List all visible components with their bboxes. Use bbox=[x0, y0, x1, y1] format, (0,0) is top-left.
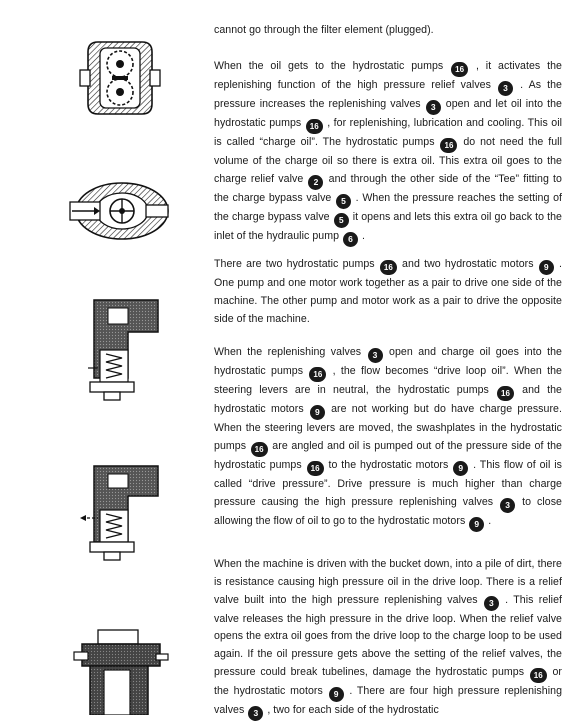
callout-hydraulic-pump-6: 6 bbox=[343, 232, 358, 247]
callout-charge-bypass-valve-5: 5 bbox=[336, 194, 351, 209]
callout-hydrostatic-pump-16: 16 bbox=[309, 367, 326, 382]
paragraph-text: and through the other side of the “Tee” fitting to the charge bypass valve bbox=[214, 172, 562, 204]
callout-charge-bypass-valve-5: 5 bbox=[334, 213, 349, 228]
callout-hydrostatic-motor-9: 9 bbox=[539, 260, 554, 275]
paragraph-text: are angled and oil is pumped out of the pressure side of the hydrostatic pumps bbox=[214, 439, 562, 471]
paragraph-2 bbox=[214, 256, 562, 328]
paragraph-text: When the replenishing valves bbox=[214, 346, 367, 358]
gear-pump-illustration bbox=[60, 38, 180, 118]
paragraph-text: . When the pressure reaches the setting of the charge bypass valve bbox=[214, 191, 563, 223]
paragraph-text: or the hydrostatic motors bbox=[214, 665, 562, 697]
paragraph-text: it opens and lets this extra oil go back to the inlet of the hydraulic pump bbox=[214, 210, 562, 242]
callout-hydrostatic-pump-16: 16 bbox=[380, 260, 397, 275]
callout-high-pressure-relief-valve-3: 3 bbox=[498, 81, 513, 96]
paragraph-text: cannot go through the filter element (plugged). bbox=[214, 24, 434, 36]
tee-fitting-illustration bbox=[60, 178, 180, 244]
paragraph-3 bbox=[214, 344, 562, 532]
paragraph-text: , it activates the replenishing function of the high pressure relief valves bbox=[214, 60, 563, 91]
paragraph-text: to the hydrostatic motors bbox=[324, 458, 453, 471]
paragraph-text: open and let oil into the hydrostatic pumps bbox=[214, 98, 563, 129]
callout-hydrostatic-pump-16: 16 bbox=[497, 386, 514, 401]
callout-hydrostatic-pump-16: 16 bbox=[306, 119, 323, 134]
paragraph-text: . This flow of oil is called “drive pressure”. Drive pressure is much higher than charge pressure causing the high pressure replenishing valves bbox=[214, 458, 562, 508]
paragraph-text: are not working but do have charge pressure. When the steering levers are moved, the swashplates in the hydrostatic pumps bbox=[214, 403, 562, 452]
paragraph-0 bbox=[214, 22, 562, 40]
paragraph-text: to close allowing the flow of oil to go to the hydrostatic motors bbox=[214, 495, 562, 527]
callout-hydrostatic-motor-9: 9 bbox=[310, 405, 325, 420]
callout-hydrostatic-pump-16: 16 bbox=[530, 668, 547, 683]
paragraph-text: When the machine is driven with the bucket down, into a pile of dirt, there is resistance causing high pressure oil in the drive loop. There is a relief valve built into the high pressure replenishing valves bbox=[214, 558, 562, 606]
paragraph-text: , for replenishing, lubrication and cooling. This oil is called “charge oil”. The hydrostatic pumps bbox=[214, 117, 562, 148]
paragraph-text: do not need the full volume of the charge oil so there is extra oil. This extra oil goes to the charge relief valve bbox=[214, 136, 562, 185]
paragraph-text: . bbox=[485, 514, 492, 527]
paragraph-text: . There are four high pressure replenishing valves bbox=[214, 684, 563, 716]
relief-valve-illustration bbox=[60, 626, 180, 715]
replenishing-valve-open-illustration bbox=[60, 464, 180, 564]
paragraph-text: and two hydrostatic motors bbox=[397, 258, 538, 270]
callout-replenishing-valve-3: 3 bbox=[368, 348, 383, 363]
callout-replenishing-valve-3: 3 bbox=[484, 596, 499, 611]
paragraph-4 bbox=[214, 556, 562, 721]
callout-replenishing-valve-3: 3 bbox=[248, 706, 263, 721]
callout-hydrostatic-pump-16: 16 bbox=[307, 461, 324, 476]
paragraph-text: . bbox=[359, 229, 366, 242]
paragraph-text: . One pump and one motor work together as a pair to drive one side of the machine. The other pump and motor work as a pair to drive the opposite side of the machine. bbox=[214, 258, 562, 325]
paragraph-text: When the oil gets to the hydrostatic pumps bbox=[214, 60, 451, 72]
paragraph-text: , the flow becomes “drive loop oil”. When the steering levers are in neutral, the hydrostatic pumps bbox=[214, 365, 562, 396]
callout-replenishing-valve-3: 3 bbox=[500, 498, 515, 513]
paragraph-1 bbox=[214, 58, 562, 247]
callout-hydrostatic-motor-9: 9 bbox=[329, 687, 344, 702]
callout-charge-relief-valve-2: 2 bbox=[308, 175, 323, 190]
paragraph-text: There are two hydrostatic pumps bbox=[214, 258, 379, 270]
callout-hydrostatic-motor-9: 9 bbox=[453, 461, 468, 476]
replenishing-valve-closed-illustration bbox=[60, 298, 180, 404]
callout-hydrostatic-motor-9: 9 bbox=[469, 517, 484, 532]
paragraph-text: , two for each side of the hydrostatic bbox=[264, 703, 439, 716]
paragraph-text: . As the pressure increases the replenishing valves bbox=[214, 79, 562, 110]
paragraph-text: open and charge oil goes into the hydrostatic pumps bbox=[214, 346, 562, 377]
paragraph-text: and the hydrostatic motors bbox=[214, 384, 562, 415]
callout-hydrostatic-pump-16: 16 bbox=[251, 442, 268, 457]
callout-hydrostatic-pump-16: 16 bbox=[451, 62, 468, 77]
callout-hydrostatic-pump-16: 16 bbox=[440, 138, 457, 153]
paragraph-text: . This relief valve releases the high pressure in the drive loop. When the relief valve opens the extra oil goes from the drive loop to the charge loop to be used again. If the oil pressure gets above the setting of the relief valves, the pressure could break tubelines, damage the hydrostatic pumps bbox=[214, 593, 562, 678]
callout-replenishing-valve-3: 3 bbox=[426, 100, 441, 115]
